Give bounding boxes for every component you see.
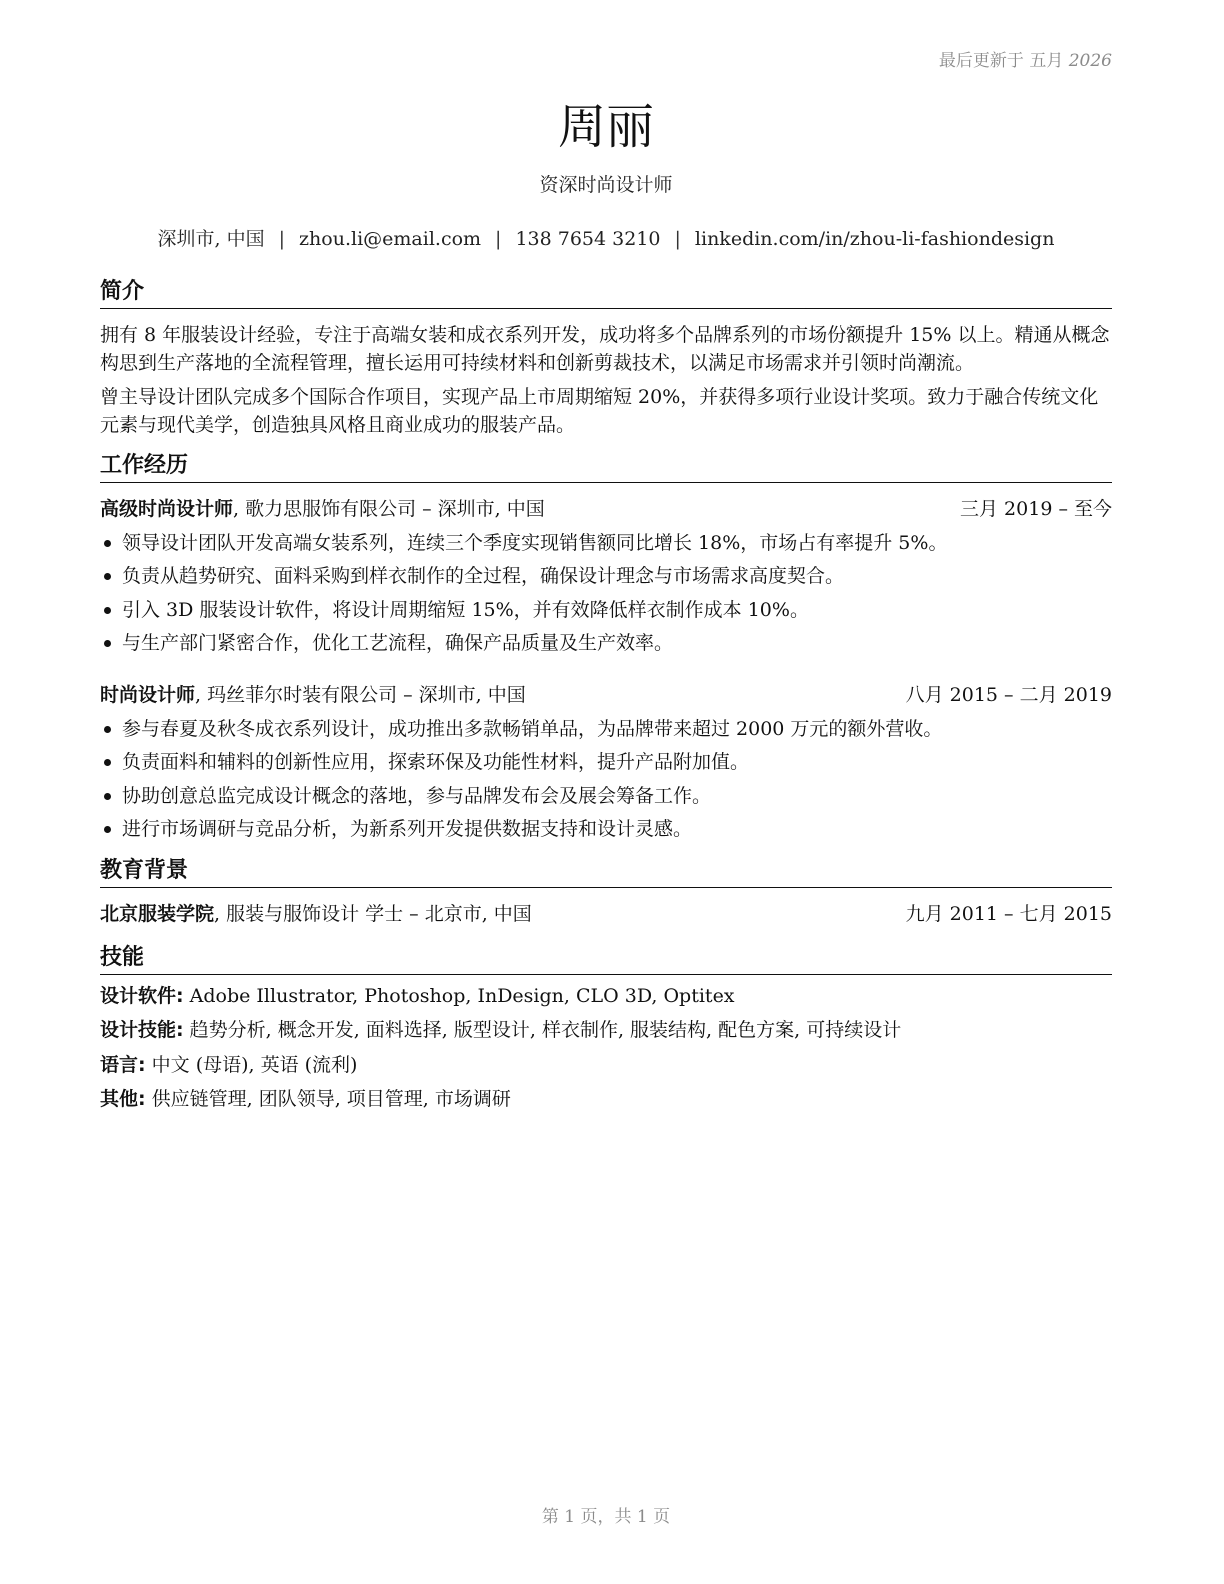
education-school: 北京服装学院: [100, 903, 215, 925]
contact-email[interactable]: zhou.li@email.com: [299, 228, 482, 250]
job-header: [100, 495, 1112, 523]
skill-label: 设计软件:: [100, 984, 184, 1007]
job-company: , 玛丝菲尔时装有限公司 – 深圳市, 中国: [195, 684, 526, 706]
job-header: [100, 681, 1112, 709]
experience-section: [100, 452, 1112, 843]
summary-paragraph: 拥有 8 年服装设计经验，专注于高端女装和成衣系列开发，成功将多个品牌系列的市场份额提升 15% 以上。精通从概念构思到生产落地的全流程管理，擅长运用可持续材料和创新剪裁技术，以满足市场需求并引领时尚潮流。: [100, 324, 1110, 374]
section-title-experience: 工作经历: [100, 452, 1112, 483]
skill-row: [100, 1085, 1112, 1113]
section-title-summary: 简介: [100, 278, 1112, 309]
section-title-education: 教育背景: [100, 857, 1112, 888]
list-item: 负责面料和辅料的创新性应用，探索环保及功能性材料，提升产品附加值。: [100, 748, 1112, 776]
skills-section: [100, 944, 1112, 1113]
skill-label: 其他:: [100, 1088, 146, 1110]
job-position: 高级时尚设计师: [100, 498, 234, 520]
skill-row: [100, 1051, 1112, 1079]
skill-value: 趋势分析, 概念开发, 面料选择, 版型设计, 样衣制作, 服装结构, 配色方案, 可持续设计: [183, 1019, 902, 1041]
job-position: 时尚设计师: [100, 684, 196, 706]
education-dates: 九月 2011 – 七月 2015: [905, 903, 1112, 925]
contact-line: [100, 224, 1112, 251]
last-updated: [939, 46, 1112, 71]
job-bullets: [100, 715, 1112, 844]
skill-value: Adobe Illustrator, Photoshop, InDesign, CLO 3D, Optitex: [183, 984, 735, 1007]
contact-location: 深圳市, 中国: [157, 228, 265, 250]
contact-linkedin[interactable]: linkedin.com/in/zhou-li-fashiondesign: [694, 228, 1055, 250]
education-section: [100, 857, 1112, 928]
section-title-skills: 技能: [100, 944, 1112, 975]
contact-separator: |: [495, 228, 502, 250]
candidate-role: 资深时尚设计师: [539, 174, 673, 196]
contact-separator: |: [674, 228, 681, 250]
contact-phone: 138 7654 3210: [515, 228, 661, 250]
skill-value: 供应链管理, 团队领导, 项目管理, 市场调研: [145, 1088, 511, 1110]
summary-section: [100, 278, 1112, 439]
skill-label: 设计技能:: [100, 1019, 184, 1041]
job-dates: 八月 2015 – 二月 2019: [905, 684, 1112, 706]
list-item: 领导设计团队开发高端女装系列，连续三个季度实现销售额同比增长 18%，市场占有率提升 5%。: [100, 529, 1112, 557]
list-item: 引入 3D 服装设计软件，将设计周期缩短 15%，并有效降低样衣制作成本 10%。: [100, 596, 1112, 624]
education-row: [100, 900, 1112, 928]
summary-paragraph: 曾主导设计团队完成多个国际合作项目，实现产品上市周期缩短 20%，并获得多项行业设计奖项。致力于融合传统文化元素与现代美学，创造独具风格且商业成功的服装产品。: [100, 386, 1099, 436]
list-item: 负责从趋势研究、面料采购到样衣制作的全过程，确保设计理念与市场需求高度契合。: [100, 562, 1112, 590]
skill-row: [100, 1016, 1112, 1044]
job-dates: 三月 2019 – 至今: [960, 498, 1112, 520]
last-updated-year: 2026: [1068, 51, 1112, 71]
list-item: 与生产部门紧密合作，优化工艺流程，确保产品质量及生产效率。: [100, 629, 1112, 657]
skill-label: 语言:: [100, 1053, 146, 1076]
page-footer: 第 1 页，共 1 页: [541, 1507, 671, 1527]
list-item: 参与春夏及秋冬成衣系列设计，成功推出多款畅销单品，为品牌带来超过 2000 万元的额外营收。: [100, 715, 1112, 743]
last-updated-prefix: 最后更新于 五月: [938, 51, 1064, 71]
list-item: 进行市场调研与竞品分析，为新系列开发提供数据支持和设计灵感。: [100, 815, 1112, 843]
skill-row: [100, 982, 1112, 1010]
job-company: , 歌力思服饰有限公司 – 深圳市, 中国: [233, 498, 545, 520]
list-item: 协助创意总监完成设计概念的落地，参与品牌发布会及展会筹备工作。: [100, 782, 1112, 810]
job-bullets: [100, 529, 1112, 658]
education-detail: , 服装与服饰设计 学士 – 北京市, 中国: [214, 903, 532, 925]
skill-value: 中文 (母语), 英语 (流利): [145, 1053, 358, 1076]
contact-separator: |: [278, 228, 286, 250]
candidate-name: 周丽: [557, 99, 654, 155]
resume-page: [100, 0, 1112, 1584]
